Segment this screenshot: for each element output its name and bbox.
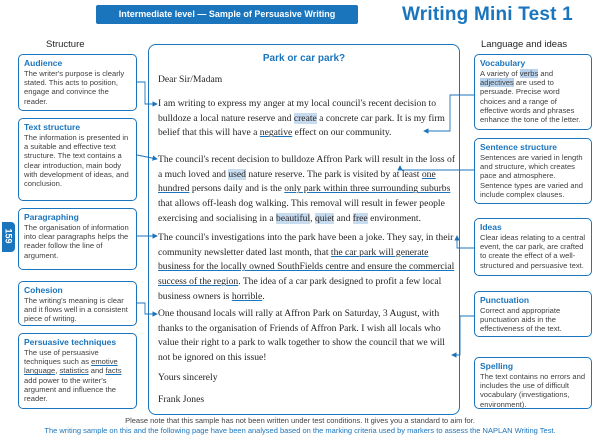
underlined-emotive-word: horrible [231,290,263,302]
letter-paragraph-2: The council's recent decision to bulldoze Affron Park will result in the loss of a much loved and used nature reserve. The park is visited by at least one hundred persons daily and is the only park within three surrounding suburbs that allows off-leash dog walking. This removal will result in fewer people exercising and socialising in a beautiful, quiet and free environment. [158,154,456,224]
footer-marking-note: The writing sample on this and the following page have been analysed based on the marking criteria used by markers to assess the NAPLAN Writing Test. [44,426,556,435]
facts-term: facts [105,366,122,376]
annotation-text: Correct and appropriate punctuation aids in the effectiveness of the text. [480,306,562,334]
text-structure-annotation [18,118,137,201]
annotation-text: A variety of verbs and adjectives are used to persuade. Precise word choices and a range of effective words and phrases enhance the tone of the letter. [480,69,581,125]
letter-closing: Yours sincerely [158,372,218,383]
underlined-fact: only park within three surrounding suburbs [284,183,451,195]
annotation-text: Sentences are varied in length and structure, which creates pace and atmosphere. Sentence types are varied and include complex clauses. [480,153,584,199]
annotation-text: The use of persuasive techniques such as emotive language, statistics and facts add power to the writer's argument and influence the reader. [24,348,122,404]
sentence-structure-annotation [474,138,592,204]
sample-letter [148,44,460,415]
letter-signature: Frank Jones [158,394,205,405]
paragraphing-annotation [18,208,137,270]
language-ideas-heading: Language and ideas [481,39,568,50]
annotation-title: Paragraphing [24,212,79,222]
underlined-statistic: one hundred [158,168,436,195]
cohesion-annotation [18,281,137,326]
punctuation-annotation [474,291,592,337]
underlined-fact: the car park will generate business for the locally owned SouthFields centre and ensure the commercial success of the region [158,246,455,288]
annotation-title: Text structure [24,122,81,132]
emotive-language-term: emotive language [24,357,118,376]
letter-paragraph-1: I am writing to express my anger at my local council's recent decision to bulldoze a local nature reserve and create a concrete car park. It is my firm belief that this will have a negative effect on our community. [158,98,445,139]
highlighted-adjective: free [352,212,368,224]
level-banner: Intermediate level — Sample of Persuasive Writing [96,5,358,24]
annotation-text: Clear ideas relating to a central event, the car park, are crafted to create the effect of a well-structured and persuasive text. [480,233,586,270]
letter-salutation: Dear Sir/Madam [158,74,223,85]
page-number: 159 [3,228,14,244]
annotation-text: The writer's purpose is clearly stated. This acts to position, engage and convince the reader. [24,69,125,106]
annotation-title: Sentence structure [480,142,557,152]
verbs-term: verbs [519,69,539,78]
annotation-title: Cohesion [24,285,63,295]
letter-title: Park or car park? [262,53,346,64]
persuasive-techniques-annotation [18,333,137,409]
spelling-annotation [474,357,592,409]
highlighted-word: create [293,112,317,124]
page-title: Writing Mini Test 1 [402,4,573,25]
highlighted-adjective: quiet [314,212,335,224]
underlined-word: negative [259,127,293,139]
highlighted-word: used [228,168,246,180]
structure-heading: Structure [46,39,85,50]
adjectives-term: adjectives [480,78,514,88]
statistics-term: statistics [59,366,89,376]
annotation-title: Ideas [480,222,502,232]
footer-note: Please note that this sample has not been written under test conditions. It gives you a standard to aim for. [125,416,475,425]
annotation-title: Punctuation [480,295,530,305]
annotation-text: The text contains no errors and includes the use of difficult vocabulary (investigations, environment). [480,372,586,409]
annotation-title: Spelling [480,361,514,371]
annotation-text: The organisation of information into clear paragraphs helps the reader follow the line of argument. [24,223,129,260]
audience-annotation [18,54,137,111]
annotation-title: Persuasive techniques [24,337,117,347]
annotation-title: Vocabulary [480,58,526,68]
annotation-text: The information is presented in a suitable and effective text structure. The text contains a clear introduction, main body with development of ideas, and conclusion. [24,133,129,189]
letter-paragraph-4: One thousand locals will rally at Affron Park on Saturday, 3 August, with thanks to the organisation of Friends of Affron Park. I wish all locals who value their right to a park to walk together to show the council that we will not be ignored on this issue! [158,308,445,364]
ideas-annotation [474,218,592,276]
letter-paragraph-3: The council's investigations into the park have been a joke. They say, in their community newsletter dated last month, that the car park will generate business for the locally owned SouthFields centre and ensure the commercial success of the region. The idea of a car park designed to profit a few local business owners is horrible. [158,232,455,302]
page-number-tab [2,222,15,252]
annotation-title: Audience [24,58,63,68]
highlighted-adjective: beautiful [276,212,311,224]
vocabulary-annotation [474,54,592,130]
annotation-text: The writing's meaning is clear and it flows well in a consistent piece of writing. [24,296,128,324]
